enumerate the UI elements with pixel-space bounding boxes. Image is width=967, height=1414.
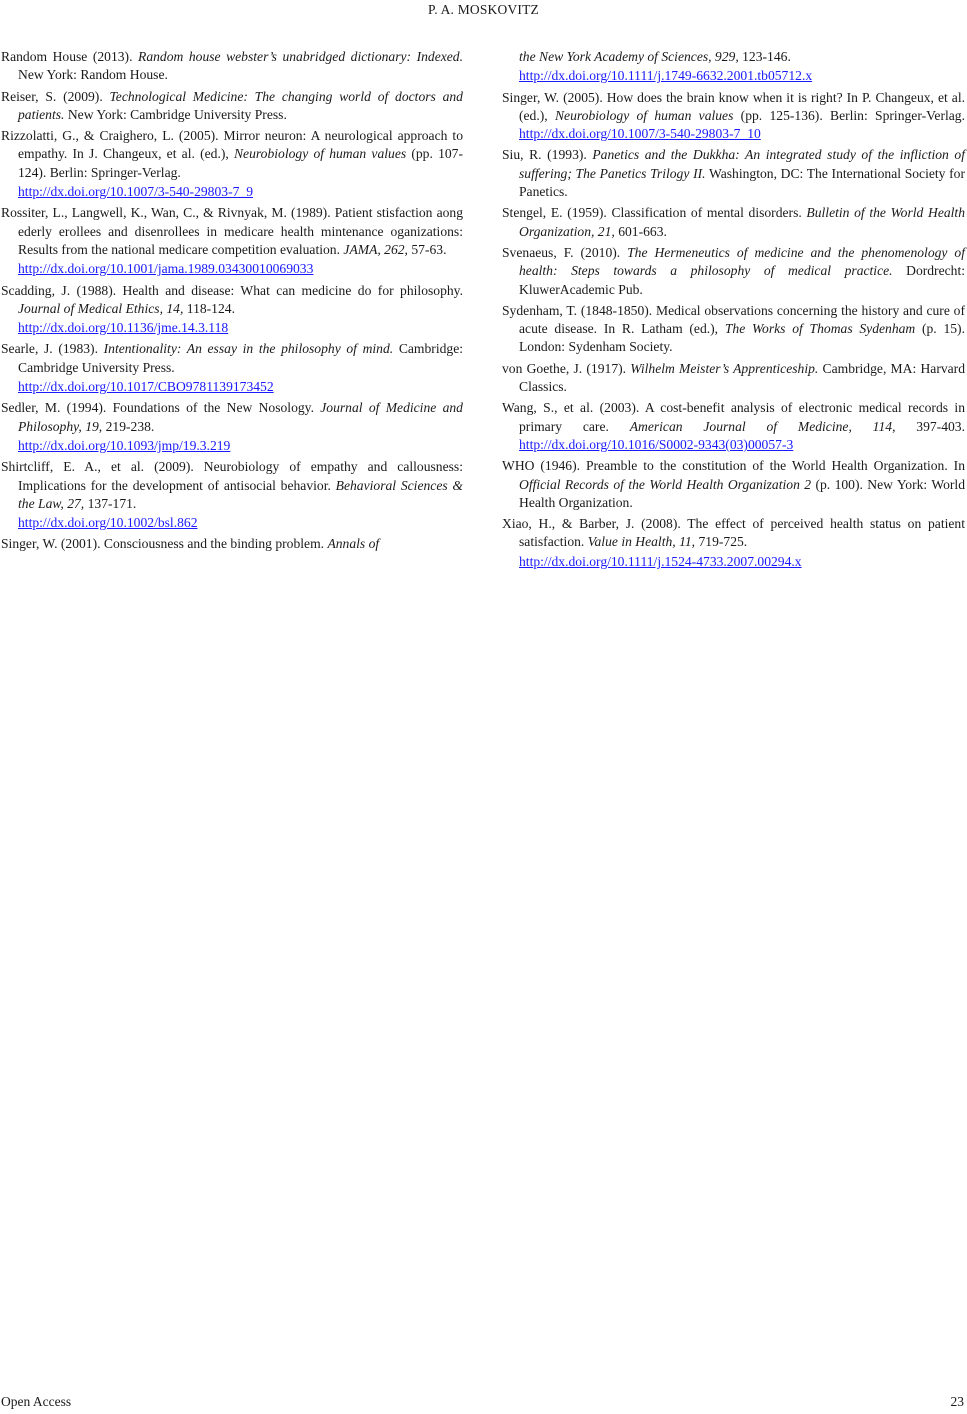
ref-title: Annals of — [327, 536, 380, 552]
reference-rossiter — [1, 204, 463, 278]
ref-text: Sedler, M. (1994). Foundations of the New Nosology. — [1, 400, 321, 416]
ref-text: (p. 15). London: Sydenham Society. — [519, 321, 965, 355]
ref-title: Wilhelm Meister’s Apprenticeship. — [630, 360, 819, 376]
ref-text: Stengel, E. (1959). Classification of mental disorders. — [502, 205, 807, 221]
doi-link[interactable]: http://dx.doi.org/10.1007/3-540-29803-7_10 — [519, 126, 761, 142]
ref-text: Svenaeus, F. (2010). — [502, 244, 628, 260]
ref-title: Neurobiology of human values — [233, 146, 407, 162]
ref-title: Technological Medicine: The changing world of doctors and patients. — [18, 88, 463, 122]
ref-text: Rossiter, L., Langwell, K., Wan, C., & Rivnyak, M. (1989). Patient stisfaction aong ederly erollees and disenrollees in medicare health mintenance oganizations: Results from the national medicare competition evaluation. — [1, 205, 463, 257]
ref-text: Random House (2013). — [1, 49, 139, 64]
reference-searle — [1, 340, 463, 396]
reference-singer-2005 — [502, 89, 965, 144]
ref-text: Wang, S., et al. (2003). A cost-benefit analysis of electronic medical records in primary care. — [502, 400, 965, 434]
ref-text: Scadding, J. (1988). Health and disease: What can medicine do for philosophy. — [1, 282, 463, 298]
reference-siu — [502, 146, 965, 201]
ref-text: New York: Cambridge University Press. — [64, 106, 287, 122]
ref-text: Singer, W. (2005). How does the brain know when it is right? In P. Changeux, et al. (ed.), — [502, 89, 965, 123]
ref-title: The Hermeneutics of medicine and the phenomenology of health: Steps towards a philosophy of medical practice. — [519, 244, 965, 279]
ref-text: Sydenham, T. (1848-1850). Medical observations concerning the history and cure of acute disease. In R. Latham (ed.), — [502, 302, 965, 337]
ref-title: Journal of Medicine and Philosophy, 19, — [18, 400, 463, 434]
reference-von-goethe — [502, 360, 965, 397]
reference-who — [502, 457, 965, 512]
ref-text: 57-63. — [407, 241, 447, 257]
ref-text: (p. 100). New York: World Health Organization. — [519, 476, 965, 510]
ref-text: New York: Random House. — [18, 67, 168, 83]
ref-text: 601-663. — [614, 223, 667, 239]
reference-singer-2001-continued — [502, 48, 965, 86]
ref-text: (pp. 107-124). Berlin: Springer-Verlag. — [18, 146, 463, 180]
reference-singer-2001 — [1, 535, 463, 553]
ref-text: Xiao, H., & Barber, J. (2008). The effect of perceived health status on patient satisfaction. — [502, 516, 965, 550]
ref-title: Neurobiology of human values — [554, 107, 734, 123]
doi-link[interactable]: http://dx.doi.org/10.1111/j.1749-6632.2001.tb05712.x — [519, 68, 813, 84]
running-head: P. A. MOSKOVITZ — [427, 2, 539, 17]
reference-wang — [502, 399, 965, 454]
ref-text: Reiser, S. (2009). — [1, 88, 110, 104]
ref-text: , 397-403. — [892, 418, 965, 434]
reference-svenaeus — [502, 244, 965, 299]
ref-title: The Works of Thomas Sydenham — [724, 321, 916, 337]
reference-xiao — [502, 515, 965, 571]
ref-title: Bulletin of the World Health Organization, 21, — [519, 205, 966, 239]
references-left-column — [1, 48, 463, 557]
ref-title: American Journal of Medicine, 114 — [629, 418, 893, 434]
reference-stengel — [502, 204, 965, 241]
ref-text: von Goethe, J. (1917). — [502, 360, 631, 376]
ref-title: Behavioral Sciences & the Law, 27, — [18, 477, 463, 511]
ref-text: Washington, DC: The International Society for Panetics. — [519, 165, 965, 200]
doi-link[interactable]: http://dx.doi.org/10.1007/3-540-29803-7_9 — [18, 184, 253, 200]
ref-title: Journal of Medical Ethics, 14, — [18, 300, 184, 316]
ref-text: 123-146. — [738, 49, 791, 64]
reference-sedler — [1, 399, 463, 455]
doi-link[interactable]: http://dx.doi.org/10.1093/jmp/19.3.219 — [18, 437, 231, 453]
reference-scadding — [1, 282, 463, 338]
ref-text: (pp. 125-136). Berlin: Springer-Verlag. — [733, 107, 965, 123]
ref-title: JAMA, 262, — [343, 241, 408, 257]
ref-text: Singer, W. (2001). Consciousness and the binding problem. — [1, 536, 328, 552]
doi-link[interactable]: http://dx.doi.org/10.1136/jme.14.3.118 — [18, 320, 229, 336]
reference-shirtcliff — [1, 458, 463, 532]
ref-text: Rizzolatti, G., & Craighero, L. (2005). Mirror neuron: A neurological approach to empathy. In J. Changeux, et al. (ed.), — [1, 128, 463, 162]
journal-access-label: Open Access — [1, 1394, 72, 1409]
doi-link[interactable]: http://dx.doi.org/10.1111/j.1524-4733.2007.00294.x — [519, 553, 802, 569]
ref-text: 219-238. — [102, 418, 155, 434]
ref-text: 118-124. — [183, 300, 235, 316]
ref-title: the New York Academy of Sciences, 929, — [519, 49, 739, 64]
ref-title: Intentionality: An essay in the philosophy of mind. — [103, 341, 394, 357]
reference-sydenham — [502, 302, 965, 357]
ref-text: Cambridge: Cambridge University Press. — [18, 341, 464, 375]
doi-link[interactable]: http://dx.doi.org/10.1016/S0002-9343(03)00057-3 — [519, 436, 794, 452]
ref-title: Official Records of the World Health Organization 2 — [519, 476, 812, 492]
ref-title: Random house webster’s unabridged dictionary: Indexed. — [138, 49, 463, 64]
reference-random-house — [1, 48, 463, 85]
ref-text: 719-725. — [695, 534, 748, 550]
doi-link[interactable]: http://dx.doi.org/10.1002/bsl.862 — [18, 515, 198, 531]
ref-title: Value in Health, 11, — [587, 534, 696, 550]
doi-link[interactable]: http://dx.doi.org/10.1017/CBO9781139173452 — [18, 379, 274, 395]
reference-reiser — [1, 88, 463, 125]
ref-text: WHO (1946). Preamble to the constitution of the World Health Organization. In — [502, 458, 965, 474]
ref-text: Searle, J. (1983). — [1, 341, 104, 357]
ref-text: Cambridge, MA: Harvard Classics. — [519, 360, 965, 395]
reference-rizzolatti — [1, 127, 463, 201]
ref-text: 137-171. — [84, 495, 137, 511]
ref-text: Siu, R. (1993). — [502, 147, 593, 163]
doi-link[interactable]: http://dx.doi.org/10.1001/jama.1989.03430010069033 — [18, 261, 314, 277]
ref-text: Shirtcliff, E. A., et al. (2009). Neurobiology of empathy and callousness: Implications for the development of antisocial behavior. — [1, 459, 463, 493]
ref-text: Dordrecht: KluwerAcademic Pub. — [519, 263, 966, 297]
references-right-column — [502, 48, 965, 574]
page-number: 23 — [950, 1394, 964, 1409]
ref-title: Panetics and the Dukkha: An integrated study of the infliction of suffering; The Panetics Trilogy II. — [519, 147, 965, 181]
